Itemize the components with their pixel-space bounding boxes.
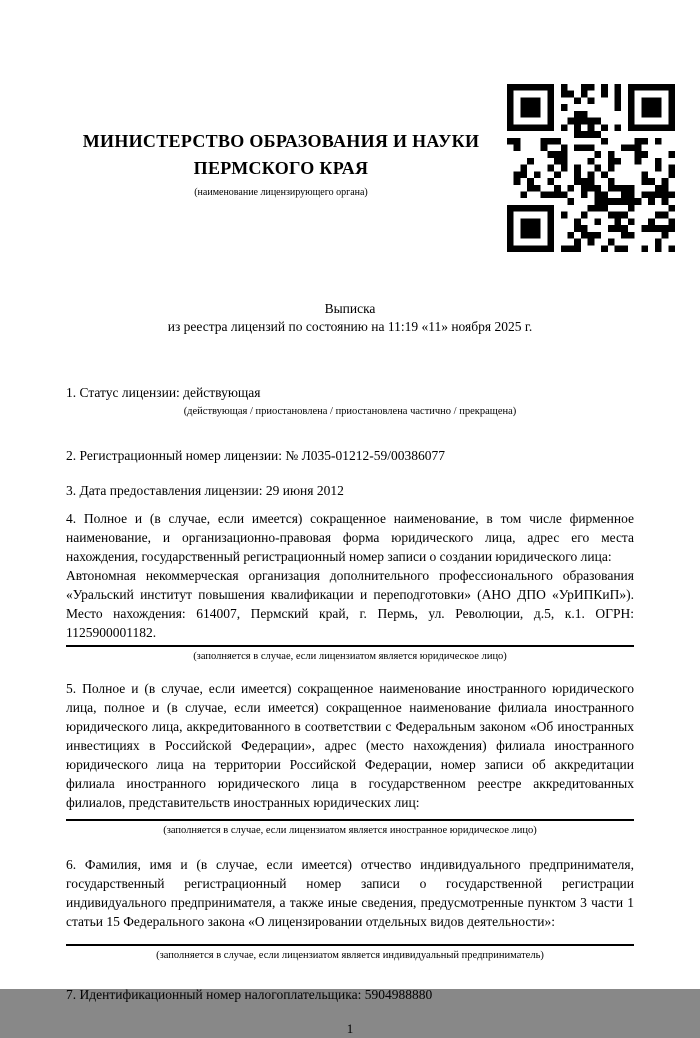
legal-entity-answer: Автономная некоммерческая организация дополнительного профессионального образования «Уральский институт повышения квалификации и переподготовки» (АНО ДПО «УрИПКиП»). Место нахождения: 614007, Пермский край, г. Пермь, ул. Революции, д.5, к.1. ОГРН: 1125900001182. <box>66 568 634 640</box>
legal-entity-caption: (заполняется в случае, если лицензиатом является юридическое лицо) <box>193 651 507 662</box>
legal-entity-question: 4. Полное и (в случае, если имеется) сокращенное наименование, в том числе фирменное наименование, и организационно-правовая форма юридического лица, адрес его места нахождения, государственный регистрационный номер записи о создании юридического лица: <box>66 511 634 564</box>
document-title-line2: из реестра лицензий по состоянию на 11:19 «11» ноября 2025 г. <box>167 319 533 334</box>
foreign-entity-caption: (заполняется в случае, если лицензиатом является иностранное юридическое лицо) <box>163 825 537 836</box>
page-number: 1 <box>346 1021 354 1036</box>
document-title <box>66 300 634 336</box>
answer-underline <box>66 944 634 946</box>
license-status-caption: (действующая / приостановлена / приостановлена частично / прекращена) <box>183 406 517 417</box>
licensing-authority-caption: (наименование лицензирующего органа) <box>194 187 368 198</box>
item-3-license-grant-date <box>66 481 634 500</box>
item-5-foreign-entity-details <box>66 679 634 838</box>
document-header <box>66 128 496 200</box>
item-2-registration-number <box>66 446 634 465</box>
foreign-entity-question: 5. Полное и (в случае, если имеется) сокращенное наименование иностранного юридического лица, полное и (в случае, если имеется) сокращенное наименование филиала иностранного юридического лица, аккредитованного в соответствии с Федеральным законом «Об иностранных инвестициях в Российской Федерации», адрес (место нахождения) филиала иностранного юридического лица на территории Российской Федерации, номер записи об аккредитации филиала иностранного юридического лица в государственном реестре аккредитованных филиалов, представительств иностранных юридических лиц: <box>66 681 634 810</box>
taxpayer-id-text: 7. Идентификационный номер налогоплательщика: 5904988880 <box>66 987 433 1002</box>
entrepreneur-caption: (заполняется в случае, если лицензиатом является индивидуальный предприниматель) <box>156 950 544 961</box>
registration-number-text: 2. Регистрационный номер лицензии: № Л035-01212-59/00386077 <box>66 448 446 463</box>
document-title-line1: Выписка <box>324 301 376 316</box>
answer-underline <box>66 645 634 647</box>
item-1-license-status <box>66 383 634 419</box>
answer-underline <box>66 819 634 821</box>
item-6-individual-entrepreneur-details <box>66 855 634 963</box>
document-content <box>66 0 634 1038</box>
licensing-authority-name-line1: МИНИСТЕРСТВО ОБРАЗОВАНИЯ И НАУКИ <box>82 131 480 151</box>
item-4-legal-entity-details <box>66 509 634 664</box>
license-status-text: 1. Статус лицензии: действующая <box>66 385 261 400</box>
entrepreneur-question: 6. Фамилия, имя и (в случае, если имеется) отчество индивидуального предпринимателя, государственный регистрационный номер записи о государственной регистрации индивидуального предпринимателя, а также иные сведения, предусмотренные пунктом 3 части 1 статьи 15 Федерального закона «О лицензировании отдельных видов деятельности»: <box>66 857 634 929</box>
licensing-authority-name-line2: ПЕРМСКОГО КРАЯ <box>193 158 369 178</box>
item-7-taxpayer-id <box>66 985 634 1004</box>
license-grant-date-text: 3. Дата предоставления лицензии: 29 июня 2012 <box>66 483 344 498</box>
